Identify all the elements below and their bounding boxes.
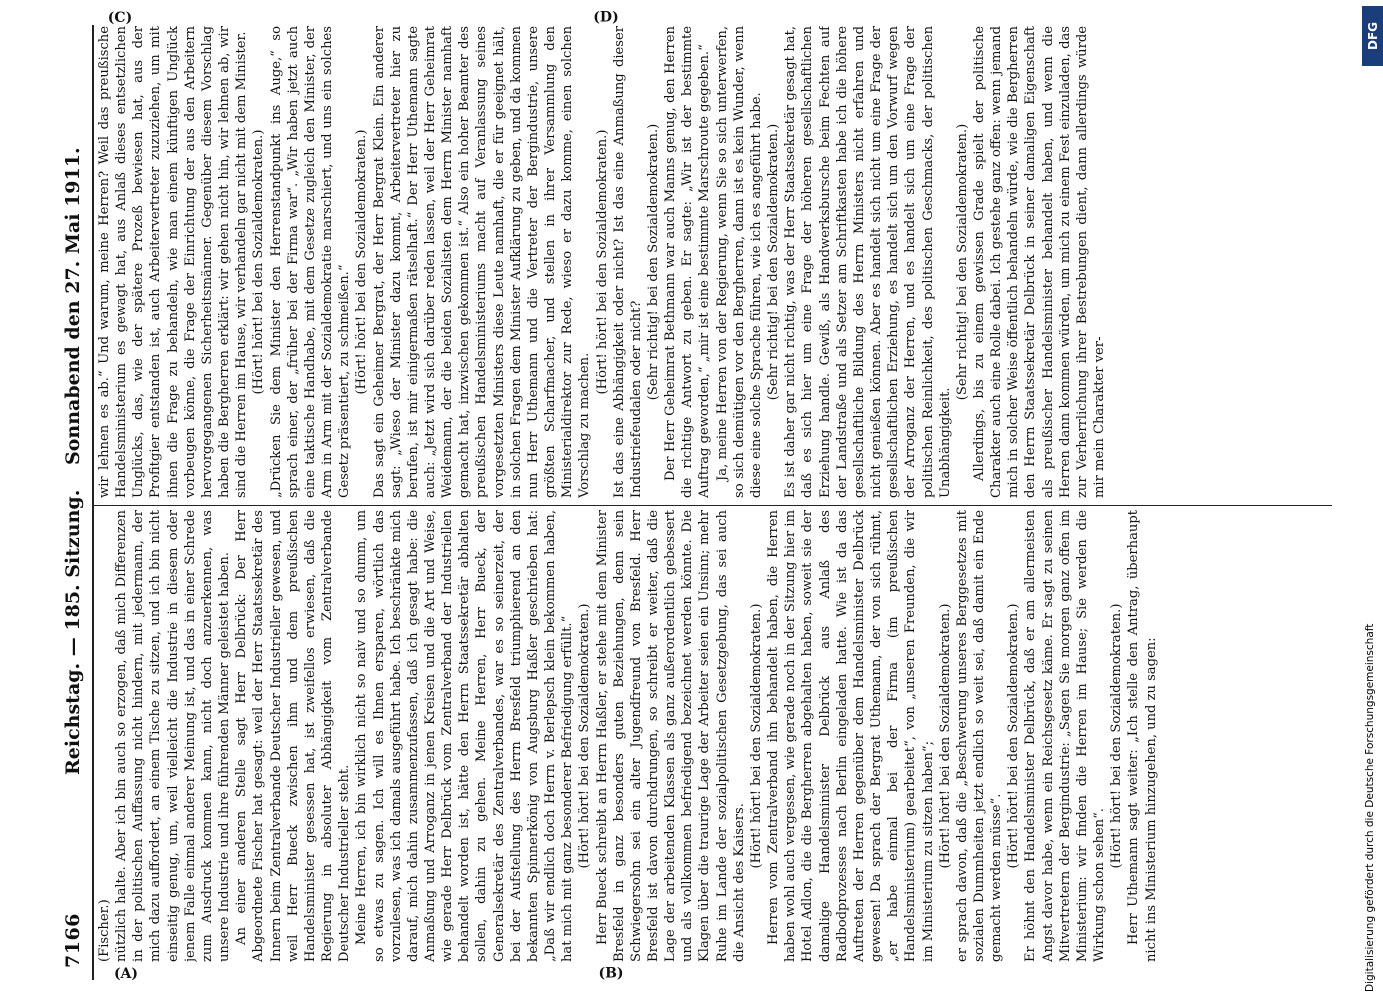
interjection: (Hört! hört! bei den Sozialdemokraten.) bbox=[594, 129, 610, 395]
digitization-credit bbox=[1360, 0, 1383, 1000]
paragraph: Es ist daher gar nicht richtig, was der Herr Staatssekretär gesagt hat, daß es sich hier um eine Frage der höheren gesellschaftlichen Erziehung handle. Gewiß, als Handwerksbursche beim Fechten auf der Landstraße und als Setzer am Schriftkasten habe ich die höhere gesellschaftliche Bildung des Herrn Ministers nicht erfahren und nicht genießen können. Aber es handelt sich nicht um eine Frage der gesellschaftlichen Erziehung, es handelt sich um den Vorwurf wegen der Arroganz der Herren, und es handelt sich um eine Frage der politischen Reinlichkeit, des politischen Geschmacks, der politischen Unabhängigkeit. bbox=[783, 26, 953, 498]
interjection: (Hört! hört! bei den Sozialdemokraten.) bbox=[577, 603, 593, 869]
column-divider bbox=[92, 505, 1332, 506]
dfg-logo: DFG bbox=[1362, 6, 1383, 66]
interjection: (Hört! hört! bei den Sozialdemokraten.) bbox=[1109, 603, 1125, 869]
header-title-right: Sonnabend den 27. Mai 1911. bbox=[62, 147, 84, 465]
paragraph: Herr Uthemann sagt weiter: „Ich stelle den Antrag, überhaupt nicht ins Ministerium hinzugehen, und zu sagen: bbox=[1126, 510, 1159, 962]
interjection: (Hört! hört! bei den Sozialdemokraten.) bbox=[748, 603, 764, 869]
left-text-column bbox=[96, 510, 1336, 962]
paragraph: „Drücken Sie dem Minister den Herrenstandpunkt ins Auge,“ so sprach einer, der „früher bei der Firma war“. „Wir haben jetzt auch eine taktische Handhabe, mit dem Gesetze zugleich den Minister, der Arm in Arm mit der Sozialdemokratie marschiert, und uns ein solches Gesetz präsentiert, zu schmeißen.“ bbox=[268, 26, 353, 498]
margin-marker-b: (B) bbox=[598, 965, 624, 982]
paragraph: Ja, meine Herren von der Regierung, wenn Sie so sich unterwerfen, so sich demütigen vor den Bergherren, dann ist es kein Wunder, wenn diese eine solche Sprache führen, wie ich es angeführt habe. bbox=[714, 26, 764, 498]
paragraph: nützlich halte. Aber ich bin auch so erzogen, daß mich Differenzen in der politischen Auffassung nicht hindern, mit jedermann, der mich dazu auffordert, an einem Tische zu sitzen, und ich bin nicht einseitig genug, um, weil vielleicht die Industrie in diesem oder jenem Falle einmal anderer Meinung ist, und das in einer Schrede zum Ausdruck kommen kann, nicht doch anzuerkennen, was unsere Industrie und ihre führenden Männer geleistet haben. bbox=[114, 510, 233, 962]
paragraph: Herr Bueck schreibt an Herrn Haßler, er stehe mit dem Minister Bresfeld in ganz besonders guten Beziehungen, denn sein Schwiegersohn sei ein alter Jugendfreund von Bresfeld. Herr Bresfeld ist davon durchdrungen, so schreibt er weiter, daß die Lage der arbeitenden Klassen als ganz außerordentlich gebessert und als vollkommen befriedigend bezeichnet werden könnte. Die Klagen über die traurige Lage der Arbeiter seien ein Unsinn; mehr Ruhe im Lande der sozialpolitischen Gesetzgebung, das sei auch die Ansicht des Kaisers. bbox=[594, 510, 747, 962]
paragraph: Der Herr Geheimrat Bethmann war auch Manns genug, den Herren die richtige Antwort zu geben. Er sagte: „Wir ist der bestimmte Auftrag geworden,“ „mir ist eine bestimmte Marschroute gegeben.“ bbox=[663, 26, 713, 498]
paragraph: Allerdings, bis zu einem gewissen Grade spielt der politische Charakter auch eine Rolle dabei. Ich gestehe ganz offen: wenn jemand mich in solcher Weise öffentlich behandeln würde, wie die Bergherren den Herrn Staatssekretär Delbrück in seiner damaligen Eigenschaft als preußischer Handelsminister behandelt haben, und wenn die Herren dann kommen würden, um mich zu einem Fest einzuladen, das zur Verherrlichung ihrer Bestrebungen dient, dann allerdings würde mir mein Charakter ver- bbox=[971, 26, 1108, 498]
page-header bbox=[52, 25, 92, 980]
paragraph: Er höhnt den Handelsminister Delbrück, daß er am allermeisten Angst davor habe, wenn ein Reichsgesetz käme. Er sagt zu seinen Mitvertretern der Bergindustrie: „Sagen Sie morgen ganz offen im Ministerium: wir finden die Herren im Hause; Sie werden die Wirkung schon sehen“. bbox=[1023, 510, 1108, 962]
paragraph: wir lehnen es ab.“ Und warum, meine Herren? Weil das preußische Handelsministerium es gewagt hat, aus Anlaß dieses entsetzlichen Unglücks, das, wie der spätere Prozeß bewiesen hat, aus der Profitgier entstanden ist, auch Arbeitervertreter zuzuziehen, um mit ihnen die Frage zu behandeln, wie man einem künftigen Unglück vorbeugen könne, die Frage der Einrichtung der aus den Arbeitern hervorgegangenen Sicherheitsmänner. Gegenüber diesem Vorschlag haben die Bergherren erklärt: wir gehen nicht hin, wir lehnen ab, wir sind die Herren im Hause, wir verhandeln gar nicht mit dem Minister. bbox=[97, 26, 250, 498]
paragraph: Das sagt ein Geheimer Bergrat, der Herr Bergrat Klein. Ein anderer sagt: „Wieso der Minister dazu kommt, Arbeitervertreter hier zu berufen, ist mir einigermaßen rätselhaft.“ Der Herr Uthemann sagte auch: „Jetzt wird sich darüber reden lassen, weil der Herr Geheimrat Weidemann, der die beiden Sozialisten dem Herrn Minister namhaft gemacht hat, inzwischen gekommen ist.“ Also ein hoher Beamter des preußischen Handelsministeriums macht auf Veranlassung seines vorgesetzten Ministers diese Leute namhaft, die er für geeignet hält, in solchen Fragen dem Minister Aufklärung zu geben, und da kommen nun Herr Uthemann und die Vertreter der Bergindustrie, unsere größten Scharfmacher, und stellen in ihrer Versammlung den Ministerialdirektor zur Rede, wieso er dazu komme, einen solchen Vorschlag zu machen. bbox=[371, 26, 593, 498]
paragraph: Herren vom Zentralverband ihn behandelt haben, die Herren haben wohl auch vergessen, wie gerade noch in der Sitzung hier im Hotel Adlon, die die Bergherren abgehalten haben, soweit sie der damalige Handelsminister Delbrück aus Anlaß des Radbodprozesses nach Berlin eingeladen hatte. Wie ist da das Auftreten der Herren gegenüber dem Handelsminister Delbrück gewesen! Da sprach der Bergrat Uthemann, der von sich rühmt, „er habe einmal bei der Firma (im preußischen Handelsministerium) gearbeitet“, von „unseren Freunden, die wir im Ministerium zu sitzen haben“; bbox=[766, 510, 936, 962]
paragraph: Meine Herren, ich bin wirklich nicht so naiv und so dumm, um so etwas zu sagen. Ich will es Ihnen ersparen, wörtlich das vorzulesen, was ich damals ausgeführt habe. Ich beschränkte mich darauf, mich dahin zusammenzufassen, daß ich gesagt habe: die Anmaßung und Arroganz in jenen Kreisen und die Art und Weise, wie gerade Herr Delbrück vom Zentralverband der Industriellen behandelt worden ist, hätte den Herrn Staatssekretär abhalten sollen, dahin zu gehen. Meine Herren, Herr Bueck, der Generalsekretär des Zentralverbandes, war es so seinerzeit, der bei der Aufstellung des Herrn Bresfeld triumphierend an den bekannten Spinnerkönig von Augsburg Haßler geschrieben hat: „Daß wir endlich doch Herrn v. Berlepsch klein bekommen haben, hat mich mit ganz besonderer Befriedigung erfüllt.“ bbox=[354, 510, 576, 962]
interjection: (Sehr richtig! bei den Sozialdemokraten.) bbox=[766, 123, 782, 401]
paragraph: Ist das eine Abhängigkeit oder nicht? Ist das eine Anmaßung dieser Industriefeudalen oder nicht? bbox=[611, 26, 644, 498]
interjection: (Hört! hört! bei den Sozialdemokraten.) bbox=[354, 129, 370, 395]
paragraph: er sprach davon, daß die „Beschwerung unseres Berggesetzes mit sozialen Dummheiten jetzt endlich so weit sei, daß damit ein Ende gemacht werden müsse“. bbox=[954, 510, 1005, 962]
right-text-column bbox=[96, 26, 1336, 498]
interjection: (Sehr richtig! bei den Sozialdemokraten.) bbox=[954, 123, 970, 401]
paragraph: (Fischer.) bbox=[97, 899, 112, 962]
interjection: (Sehr richtig! bei den Sozialdemokraten.) bbox=[646, 123, 661, 401]
margin-marker-d: (D) bbox=[593, 9, 619, 26]
interjection: (Hört! hört! bei den Sozialdemokraten.) bbox=[251, 129, 267, 395]
paragraph: An einer anderen Stelle sagt Herr Delbrück: Der Herr Abgeordnete Fischer hat gesagt: weil der Herr Staatssekretär des Innern beim Zentralverbande Deutscher Industrieller gewesen, und weil Herr Bueck zwischen ihm und dem preußischen Handelsminister gesessen hat, ist zweifellos erwiesen, daß die Regierung in absoluter Abhängigkeit vom Zentralverbande Deutscher Industrieller steht. bbox=[234, 510, 353, 962]
header-title-left: Reichstag. — 185. Sitzung. bbox=[62, 489, 84, 775]
interjection: (Hört! hört! bei den Sozialdemokraten.) bbox=[937, 603, 953, 869]
credit-text: Digitalisierung gefördert durch die Deutsche Forschungsgemeinschaft bbox=[1364, 623, 1376, 992]
interjection: (Hört! hört! bei den Sozialdemokraten.) bbox=[1006, 603, 1022, 869]
margin-marker-a: (A) bbox=[113, 965, 139, 982]
margin-marker-c: (C) bbox=[107, 9, 133, 26]
page-number: 7166 bbox=[62, 913, 84, 968]
header-rule bbox=[92, 25, 94, 980]
